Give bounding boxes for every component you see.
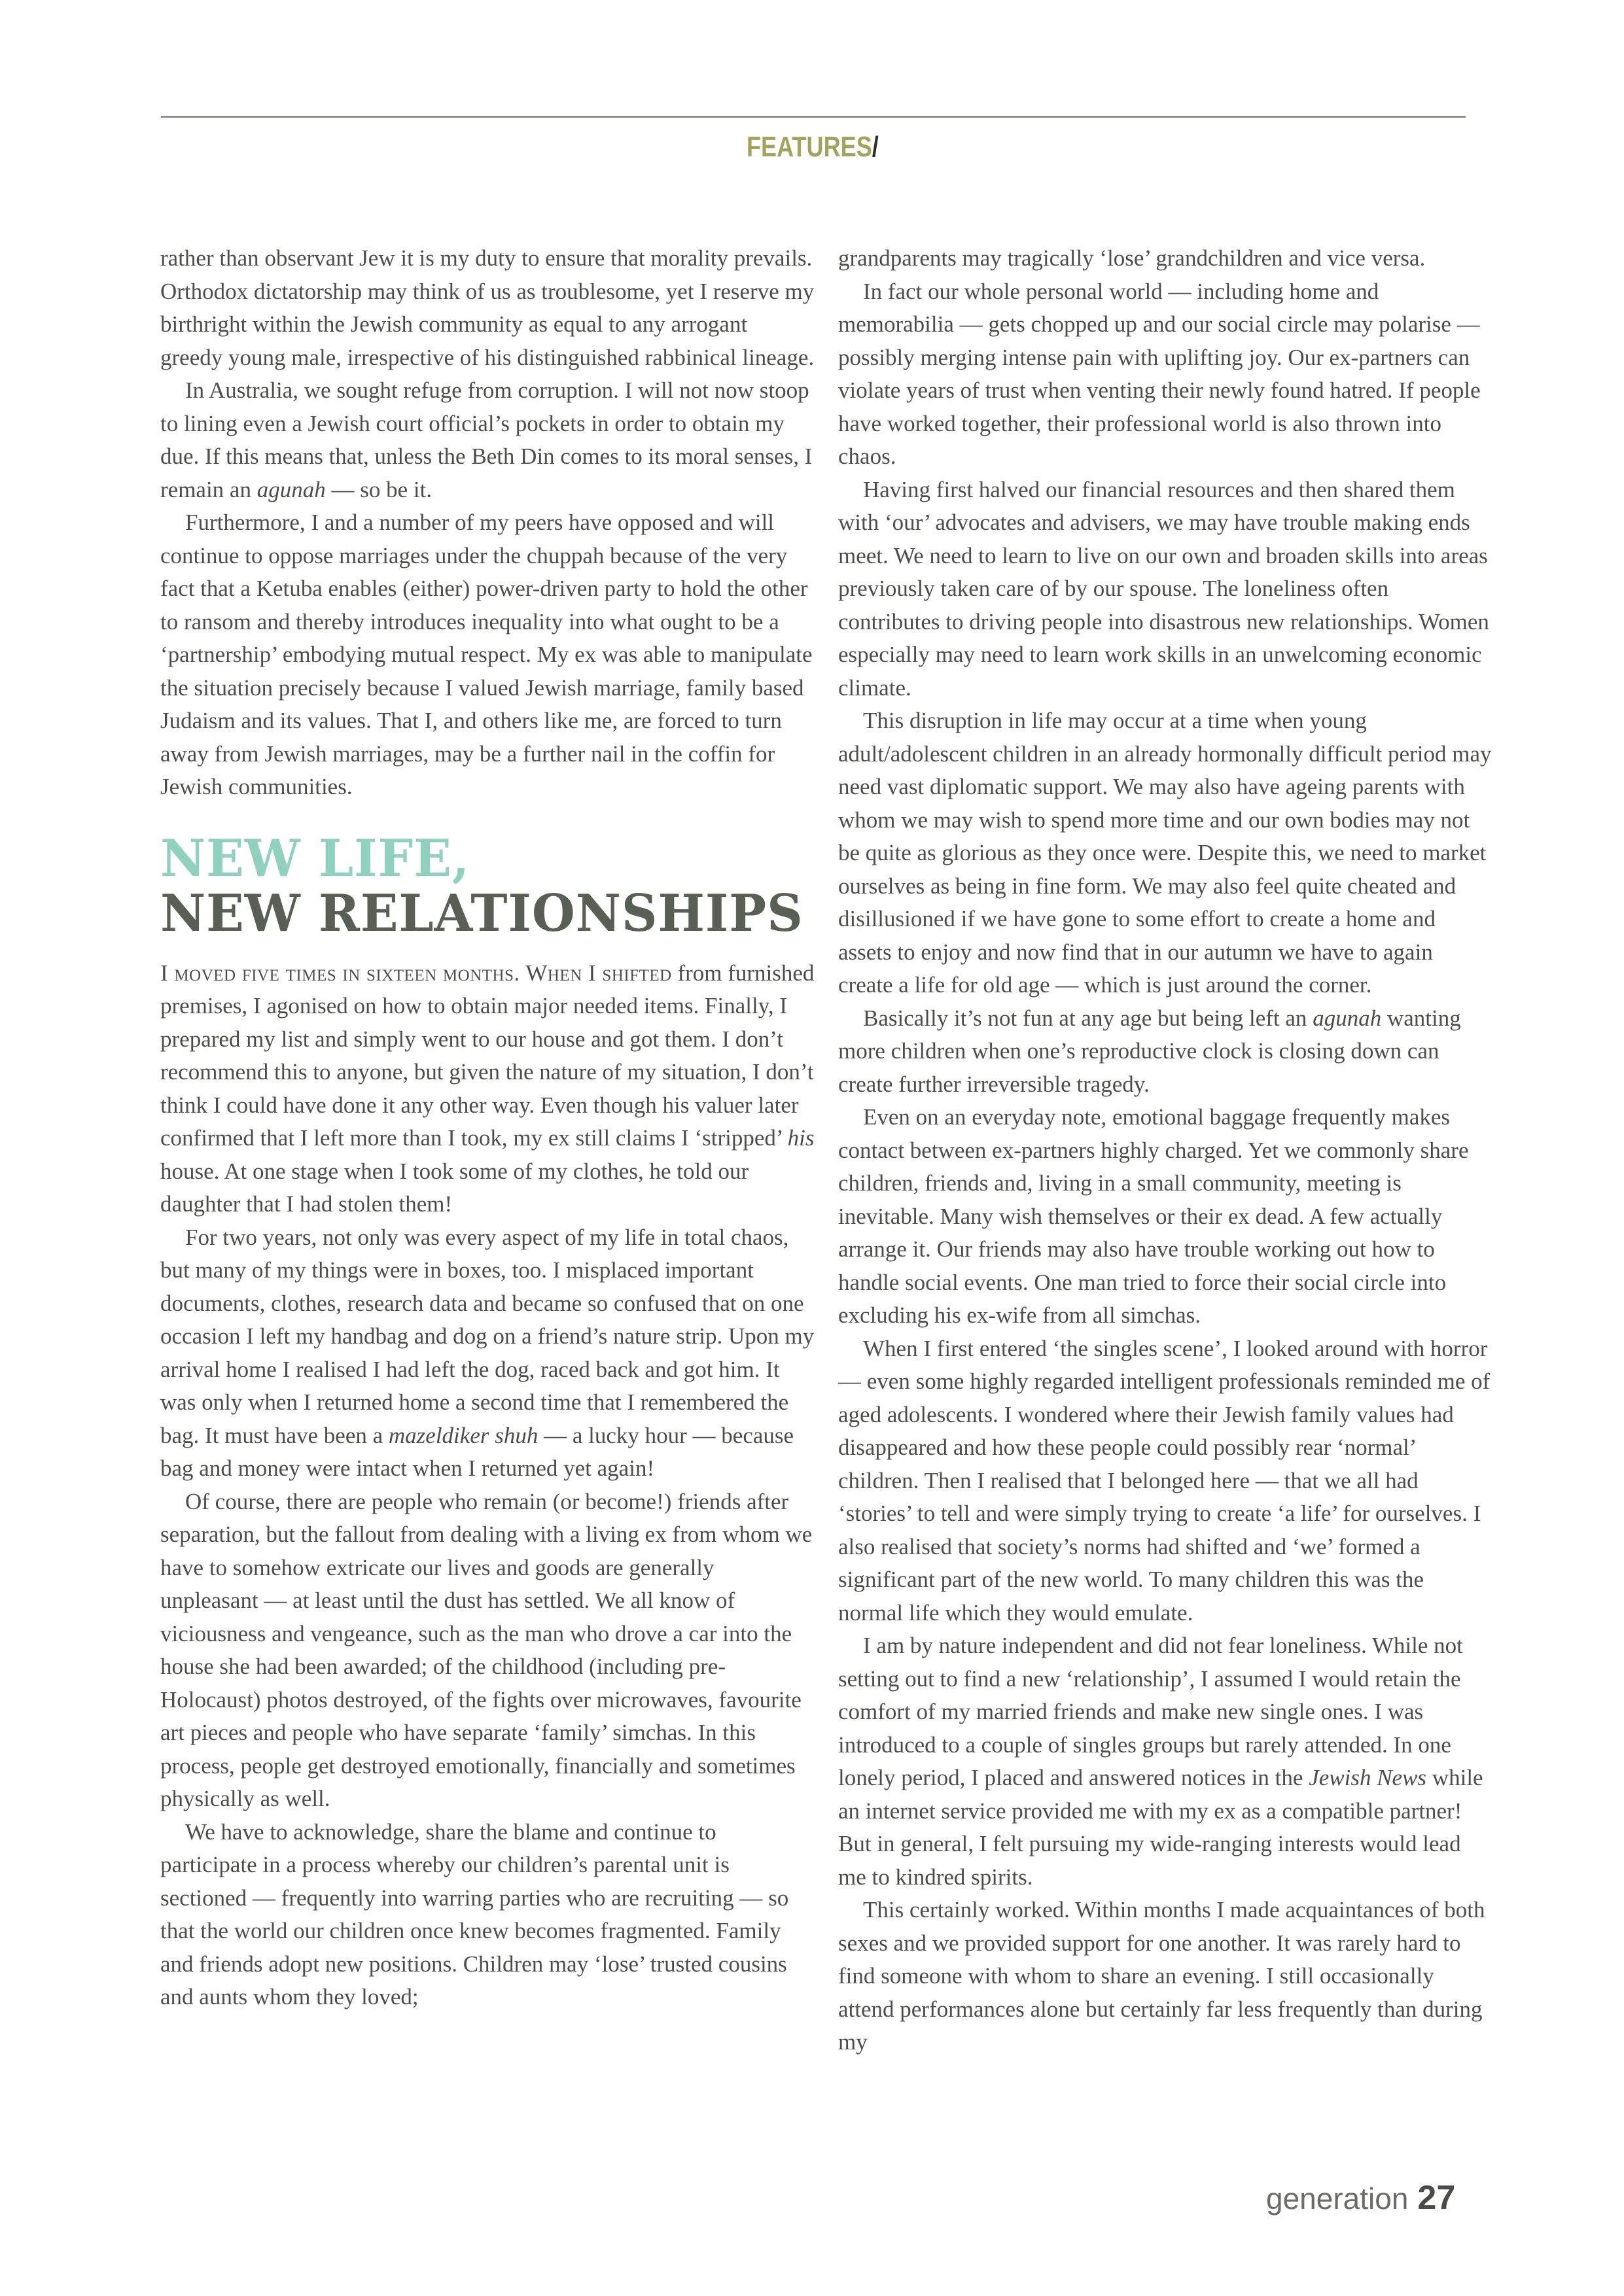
italic-term: his: [787, 1125, 815, 1151]
page-number: 27: [1417, 2179, 1456, 2217]
subheading-line-2: NEW RELATIONSHIPS: [160, 883, 803, 943]
paragraph: [838, 1002, 1492, 1102]
text-run: while an internet service provided me with my ex as a compatible partner! But in general, I felt pursuing my wide-ranging interests would lead me to kindred spirits.: [838, 1765, 1483, 1890]
subheading-line-1: NEW LIFE,: [160, 828, 470, 888]
italic-term: agunah: [1313, 1005, 1382, 1031]
paragraph: grandparents may tragically ‘lose’ grandchildren and vice versa.: [838, 245, 1426, 271]
text-run: Basically it’s not fun at any age but being left an: [863, 1005, 1313, 1031]
text-run: — so be it.: [325, 476, 432, 502]
paragraph: [160, 374, 815, 506]
text-run: I am by nature independent and did not fear loneliness. While not setting out to find a new ‘relationship’, I assumed I would retain the comfort of my married friends and make new single ones. I was introduced to a couple of singles groups but rarely attended. In one lonely period, I placed and answered notices in the: [838, 1633, 1463, 1790]
text-run: For two years, not only was every aspect of my life in total chaos, but many of my things were in boxes, too. I misplaced important documents, clothes, research data and became so confused that on one occasion I left my handbag and dog on a friend’s nature strip. Upon my arrival home I realised I had left the dog, raced back and got him. It was only when I returned home a second time that I remembered the bag. It must have been a: [160, 1224, 815, 1448]
subheading: [160, 828, 803, 943]
header-rule: [161, 116, 1466, 118]
italic-term: agunah: [256, 476, 326, 502]
paragraph: When I first entered ‘the singles scene’, I looked around with horror — even some highly regarded intelligent professionals reminded me of aged adolescents. I wondered where their Jewish family values had disappeared and how these people could possibly rear ‘normal’ children. Then I realised that I belonged here — that we all had ‘stories’ to tell and were simply trying to create ‘a life’ for ourselves. I also realised that society’s norms had shifted and ‘we’ formed a significant part of the new world. To many children this was the normal life which they would emulate.: [838, 1335, 1491, 1626]
small-caps-lead: I moved five times in sixteen months. When I shifted: [160, 960, 672, 986]
section-slash: /: [872, 131, 879, 163]
italic-term: mazeldiker shuh: [388, 1422, 538, 1448]
text-run: house. At one stage when I took some of my clothes, he told our daughter that I had stolen them!: [160, 1158, 749, 1217]
left-column: [160, 242, 815, 2014]
text-run: In Australia, we sought refuge from corruption. I will not now stoop to lining even a Jewish court official’s pockets in order to obtain my due. If this means that, unless the Beth Din comes to its moral senses, I remain an: [160, 377, 813, 502]
paragraph: [160, 957, 815, 1221]
page-footer: [1266, 2178, 1455, 2218]
text-run: from furnished premises, I agonised on how to obtain major needed items. Finally, I prepared my list and simply went to our house and got them. I don’t recommend this to anyone, but given the nature of my situation, I don’t think I could have done it any other way. Even though his valuer later confirmed that I left more than I took, my ex still claims I ‘stripped’: [160, 960, 815, 1151]
paragraph: Even on an everyday note, emotional baggage frequently makes contact between ex-partners highly charged. Yet we commonly share children, friends and, living in a small community, meeting is inevitable. Many wish themselves or their ex dead. A few actually arrange it. Our friends may also have trouble working out how to handle social events. One man tried to force their social circle into excluding his ex-wife from all simchas.: [838, 1104, 1469, 1328]
paragraph: Furthermore, I and a number of my peers have opposed and will continue to oppose marriages under the chuppah because of the very fact that a Ketuba enables (either) power-driven party to hold the other to ransom and thereby introduces inequality into what ought to be a ‘partnership’ embodying mutual respect. My ex was able to manipulate the situation precisely because I valued Jewish marriage, family based Judaism and its values. That I, and others like me, are forced to turn away from Jewish marriages, may be a further nail in the coffin for Jewish communities.: [160, 510, 813, 799]
paragraph: rather than observant Jew it is my duty to ensure that morality prevails. Orthodox dictatorship may think of us as troublesome, yet I reserve my birthright within the Jewish community as equal to any arrogant greedy young male, irrespective of his distinguished rabbinical lineage.: [160, 245, 815, 370]
paragraph: We have to acknowledge, share the blame and continue to participate in a process whereby our children’s parental unit is sectioned — frequently into warring parties who are recruiting — so that the world our children once knew becomes fragmented. Family and friends adopt new positions. Children may ‘lose’ trusted cousins and aunts whom they loved;: [160, 1818, 789, 2009]
right-column: [838, 242, 1492, 2059]
italic-term: Jewish News: [1309, 1765, 1427, 1790]
text-run: — a lucky hour — because bag and money were intact when I returned yet again!: [160, 1422, 794, 1481]
paragraph: This disruption in life may occur at a time when young adult/adolescent children in an already hormonally difficult period may need vast diplomatic support. We may also have ageing parents with whom we may wish to spend more time and our own bodies may not be quite as glorious as they once were. Despite this, we need to market ourselves as being in fine form. We may also feel quite cheated and disillusioned if we have gone to some effort to create a home and assets to enjoy and now find that in our autumn we have to again create a life for old age — which is just around the corner.: [838, 708, 1492, 998]
paragraph: [160, 1221, 815, 1486]
section-name: FEATURES: [747, 131, 872, 163]
paragraph: In fact our whole personal world — including home and memorabilia — gets chopped up and our social circle may polarise — possibly merging intense pain with uplifting joy. Our ex-partners can violate years of trust when venting their newly found hatred. If people have worked together, their professional world is also thrown into chaos.: [838, 278, 1481, 469]
text-run: wanting more children when one’s reproductive clock is closing down can create further irreversible tragedy.: [838, 1005, 1461, 1097]
paragraph: Having first halved our financial resources and then shared them with ‘our’ advocates and advisers, we may have trouble making ends meet. We need to learn to live on our own and broaden skills into areas previously taken care of by our spouse. The loneliness often contributes to driving people into disastrous new relationships. Women especially may need to learn work skills in an unwelcoming economic climate.: [838, 476, 1489, 701]
paragraph: Of course, there are people who remain (or become!) friends after separation, but the fallout from dealing with a living ex from whom we have to somehow extricate our lives and goods are generally unpleasant — at least until the dust has settled. We all know of viciousness and vengeance, such as the man who drove a car into the house she had been awarded; of the childhood (including pre-Holocaust) photos destroyed, of the fights over microwaves, favourite art pieces and people who have separate ‘family’ simchas. In this process, people get destroyed emotionally, financially and sometimes physically as well.: [160, 1488, 813, 1811]
paragraph: This certainly worked. Within months I made acquaintances of both sexes and we provided support for one another. It was rarely hard to find someone with whom to share an evening. I still occasionally attend performances alone but certainly far less frequently than during my: [838, 1897, 1485, 2055]
paragraph: [838, 1629, 1492, 1894]
magazine-name: generation: [1266, 2182, 1409, 2216]
section-label: [747, 131, 879, 164]
